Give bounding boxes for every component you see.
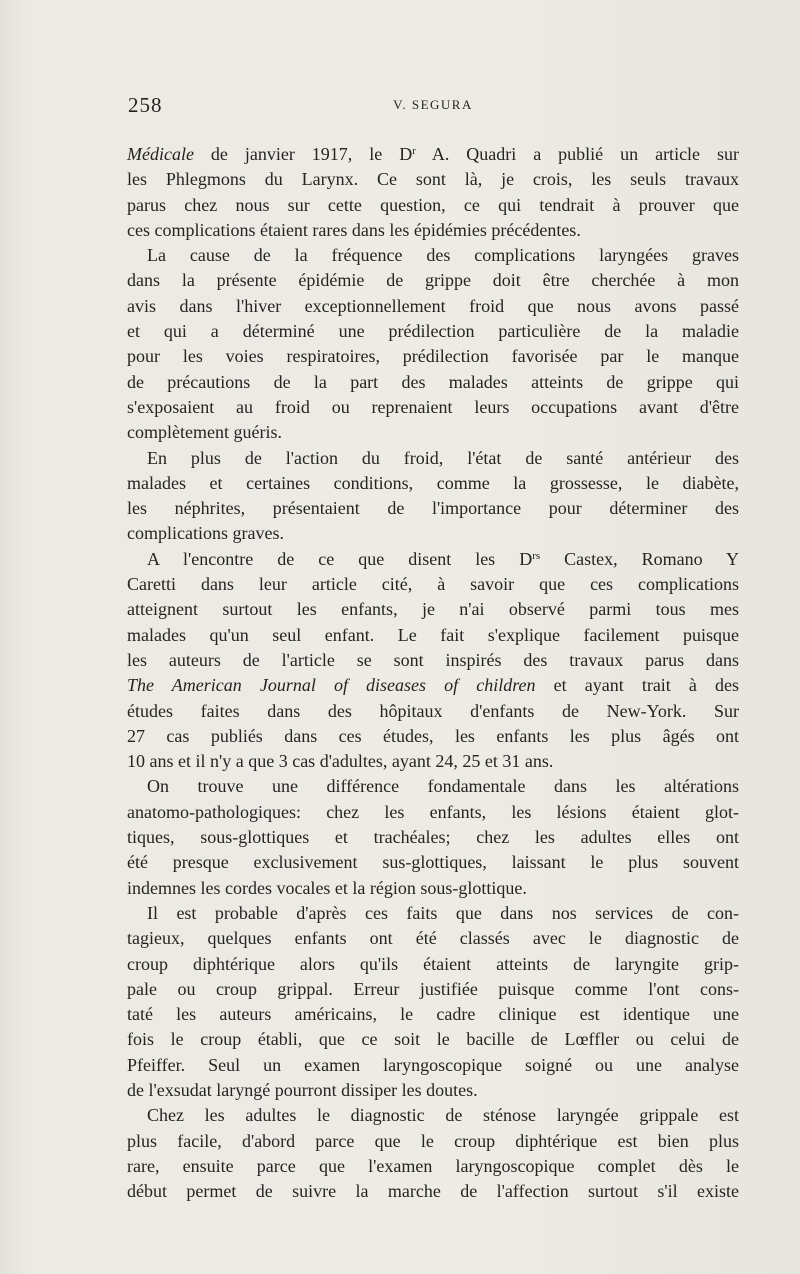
text-line [127, 774, 739, 799]
text-segment: rs [532, 549, 541, 562]
text-segment: A l'encontre de ce que disent les D [147, 548, 533, 569]
text-segment: Castex, Romano Y [540, 548, 739, 569]
text-segment: pale ou croup grippal. Erreur justifiée puisque comme l'ont cons- [127, 978, 739, 999]
running-head: V. SEGURA [393, 97, 473, 112]
text-line [127, 901, 739, 926]
text-line [127, 597, 739, 622]
text-segment: r [412, 145, 416, 157]
text-segment: 27 cas publiés dans ces études, les enfants les plus âgés ont [127, 725, 739, 746]
text-segment: Médicale [127, 144, 194, 164]
text-segment: fois le croup établi, que ce soit le bacille de Lœffler ou celui de [127, 1029, 739, 1050]
text-line [127, 547, 739, 572]
text-line [127, 1027, 739, 1052]
text-segment: atteignent surtout les enfants, je n'ai observé parmi tous mes [127, 599, 739, 620]
text-line [127, 673, 739, 698]
text-line [127, 800, 739, 825]
text-line [127, 1129, 739, 1154]
text-segment: dans la présente épidémie de grippe doit être cherchée à mon [127, 270, 739, 291]
text-line [127, 1002, 739, 1027]
text-line [127, 1103, 739, 1128]
text-line [127, 850, 739, 875]
text-segment: Il est probable d'après ces faits que dans nos services de con- [147, 902, 739, 923]
text-line [127, 395, 739, 420]
text-segment: tagieux, quelques enfants ont été classés avec le diagnostic de [127, 928, 739, 949]
text-line [127, 446, 739, 471]
text-segment: de précautions de la part des malades atteints de grippe qui [127, 371, 739, 392]
text-line [127, 1053, 739, 1078]
text-segment: En plus de l'action du froid, l'état de santé antérieur des [147, 447, 739, 468]
text-line [127, 977, 739, 1002]
text-segment: parus chez nous sur cette question, ce qui tendrait à prouver que [127, 194, 739, 215]
text-line [127, 344, 739, 369]
page-header [126, 93, 740, 123]
text-line [127, 193, 739, 218]
text-segment: études faites dans des hôpitaux d'enfants de New-York. Sur [127, 700, 739, 721]
text-segment: rare, ensuite parce que l'examen laryngoscopique complet dès le [127, 1155, 739, 1176]
text-segment: pour les voies respiratoires, prédilection favorisée par le manque [127, 346, 739, 367]
text-line [127, 1154, 739, 1179]
text-line [127, 319, 739, 344]
text-segment: complètement guéris. [127, 422, 282, 443]
text-segment: Chez les adultes le diagnostic de sténose laryngée grippale est [147, 1105, 739, 1126]
text-segment: malades qu'un seul enfant. Le fait s'explique facilement puisque [127, 624, 739, 645]
text-line [127, 521, 739, 546]
text-line [127, 1179, 739, 1204]
text-segment: les néphrites, présentaient de l'importance pour déterminer des [127, 498, 739, 519]
text-segment: taté les auteurs américains, le cadre clinique est identique une [127, 1004, 739, 1025]
text-line [127, 724, 739, 749]
body-text [127, 142, 739, 1204]
text-line [127, 926, 739, 951]
text-segment: les auteurs de l'article se sont inspirés des travaux parus dans [127, 649, 739, 670]
text-line [127, 952, 739, 977]
page-number: 258 [128, 93, 163, 117]
text-line [127, 268, 739, 293]
text-line [127, 1078, 739, 1103]
text-segment: The American Journal of diseases of children [127, 675, 536, 696]
text-segment: avis dans l'hiver exceptionnellement froid que nous avons passé [127, 295, 739, 316]
text-segment: été presque exclusivement sus-glottiques, laissant le plus souvent [127, 852, 739, 873]
text-segment: croup diphtérique alors qu'ils étaient atteints de laryngite grip- [127, 953, 739, 974]
text-line [127, 471, 739, 496]
text-segment: de l'exsudat laryngé pourront dissiper les doutes. [127, 1079, 478, 1100]
text-line [127, 142, 739, 167]
text-line [127, 648, 739, 673]
text-segment: plus facile, d'abord parce que le croup diphtérique est bien plus [127, 1130, 739, 1151]
text-line [127, 496, 739, 521]
text-line [127, 699, 739, 724]
text-line [127, 370, 739, 395]
text-segment: A. Quadri a publié un article sur [415, 144, 739, 164]
text-segment: et ayant trait à des [535, 675, 739, 696]
text-segment: anatomo-pathologiques: chez les enfants, les lésions étaient glot- [127, 801, 739, 822]
text-segment: ces complications étaient rares dans les épidémies précédentes. [127, 219, 581, 240]
text-segment: malades et certaines conditions, comme la grossesse, le diabète, [127, 472, 739, 493]
text-segment: tiques, sous-glottiques et trachéales; chez les adultes elles ont [127, 827, 739, 848]
text-segment: complications graves. [127, 523, 284, 544]
text-segment: de janvier 1917, le D [193, 144, 413, 164]
text-line [127, 243, 739, 268]
text-segment: La cause de la fréquence des complications laryngées graves [147, 245, 739, 266]
text-line [127, 825, 739, 850]
text-line [127, 294, 739, 319]
text-segment: et qui a déterminé une prédilection particulière de la maladie [127, 321, 739, 342]
text-segment: Caretti dans leur article cité, à savoir que ces complications [127, 574, 739, 595]
text-segment: Pfeiffer. Seul un examen laryngoscopique soigné ou une analyse [127, 1054, 739, 1075]
text-line [127, 167, 739, 192]
text-segment: On trouve une différence fondamentale dans les altérations [147, 776, 739, 797]
text-line [127, 218, 739, 243]
text-line [127, 749, 739, 774]
text-segment: indemnes les cordes vocales et la région sous-glottique. [127, 877, 527, 898]
text-line [127, 623, 739, 648]
text-segment: début permet de suivre la marche de l'affection surtout s'il existe [127, 1181, 739, 1202]
text-line [127, 876, 739, 901]
text-segment: 10 ans et il n'y a que 3 cas d'adultes, ayant 24, 25 et 31 ans. [127, 751, 554, 772]
text-line [127, 572, 739, 597]
text-segment: s'exposaient au froid ou reprenaient leurs occupations avant d'être [127, 396, 739, 417]
text-line [127, 420, 739, 445]
text-segment: les Phlegmons du Larynx. Ce sont là, je crois, les seuls travaux [127, 169, 739, 190]
